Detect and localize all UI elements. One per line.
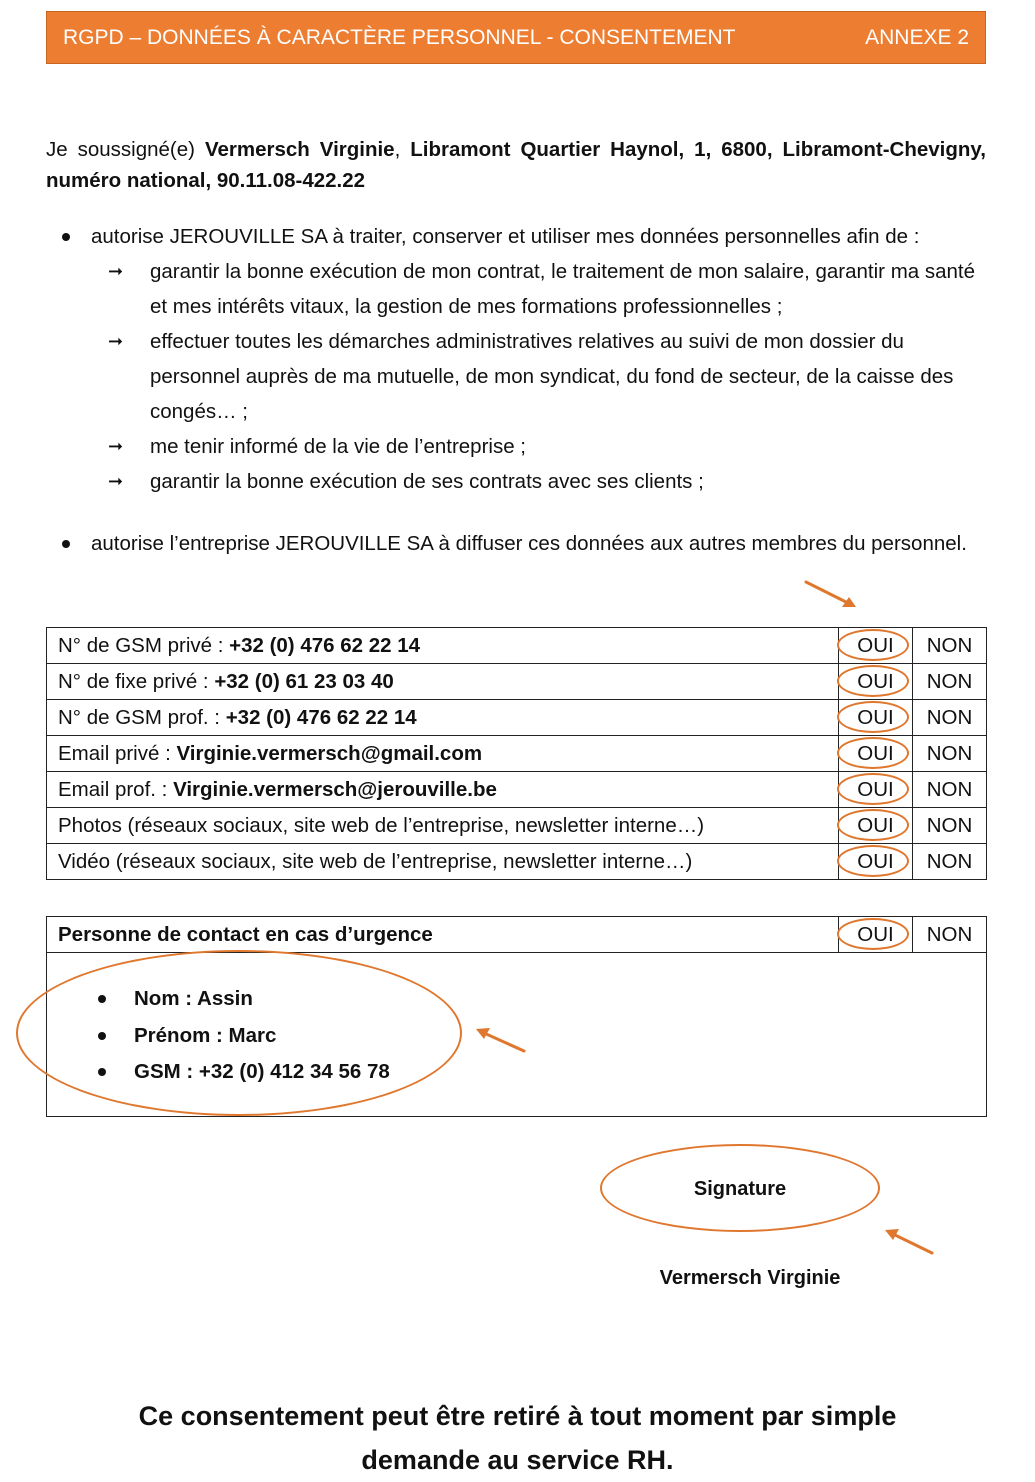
intro-prefix: Je soussigné(e) (46, 138, 205, 161)
contact-last-name: Nom : Assin (134, 987, 253, 1010)
field-label: Email privé : (58, 741, 177, 765)
purpose-text: me tenir informé de la vie de l’entreprise ; (150, 435, 527, 458)
contact-first-name: Prénom : Marc (134, 1023, 277, 1047)
yes-label: OUI (857, 633, 894, 657)
yes-label: OUI (857, 849, 894, 873)
field-label: Email prof. : (58, 777, 174, 801)
purpose-text: garantir la bonne exécution de mon contrat, le traitement de mon salaire, garantir ma santé et mes intérêts vitaux, la gestion de mes formations professionnelles ; (150, 260, 976, 318)
yes-label: OUI (857, 922, 894, 946)
footer-line: Ce consentement peut être retiré à tout moment par simple (138, 1401, 897, 1431)
header-title: RGPD – DONNÉES À CARACTÈRE PERSONNEL - CONSENTEMENT (63, 25, 736, 49)
arrow-right-icon: ➞ (108, 261, 124, 281)
no-label: NON (926, 849, 973, 873)
no-label: NON (926, 705, 973, 729)
signer-name: Vermersch Virginie (659, 1267, 841, 1289)
yes-label: OUI (857, 669, 894, 693)
field-value: +32 (0) 476 62 22 14 (225, 705, 417, 729)
footer-line: demande au service RH. (361, 1445, 674, 1475)
purpose-text: effectuer toutes les démarches administratives relatives au suivi de mon dossier du personnel auprès de ma mutuelle, de mon syndicat, du fond de secteur, de la caisse des congés… ; (150, 330, 954, 423)
authorization-text: autorise JEROUVILLE SA à traiter, conserver et utiliser mes données personnelles afin de : (91, 225, 920, 248)
arrow-annotation-icon (885, 1229, 932, 1253)
no-label: NON (926, 813, 973, 837)
field-label: N° de GSM privé : (58, 633, 230, 657)
intro-comma: , (394, 138, 411, 161)
field-label: Photos (réseaux sociaux, site web de l’entreprise, newsletter interne…) (58, 813, 705, 837)
arrow-annotation-icon (476, 1028, 524, 1051)
arrow-annotation-icon (806, 582, 856, 607)
emergency-title: Personne de contact en cas d’urgence (58, 922, 433, 946)
field-label: N° de GSM prof. : (58, 705, 226, 729)
no-label: NON (926, 922, 973, 946)
signature-label: Signature (693, 1177, 787, 1200)
yes-label: OUI (857, 705, 894, 729)
field-label: Vidéo (réseaux sociaux, site web de l’entreprise, newsletter interne…) (58, 849, 693, 873)
yes-label: OUI (857, 813, 894, 837)
no-label: NON (926, 741, 973, 765)
field-label: N° de fixe privé : (58, 669, 215, 693)
yes-label: OUI (857, 777, 894, 801)
intro-details: Libramont Quartier Haynol, 1, 6800, Libramont-Chevigny, numéro national, 90.11.08-422.22 (46, 138, 986, 192)
footer-notice (40, 1394, 995, 1482)
no-label: NON (926, 633, 973, 657)
intro-name: Vermersch Virginie (204, 138, 395, 161)
field-value: +32 (0) 476 62 22 14 (229, 633, 421, 657)
field-value: +32 (0) 61 23 03 40 (214, 669, 394, 693)
header-annex: ANNEXE 2 (865, 25, 969, 49)
no-label: NON (926, 777, 973, 801)
arrow-right-icon: ➞ (108, 436, 124, 456)
field-value: Virginie.vermersch@gmail.com (176, 741, 483, 765)
no-label: NON (926, 669, 973, 693)
arrow-right-icon: ➞ (108, 331, 124, 351)
purpose-text: garantir la bonne exécution de ses contrats avec ses clients ; (150, 470, 704, 493)
arrow-right-icon: ➞ (108, 471, 124, 491)
authorization-text: autorise l’entreprise JEROUVILLE SA à diffuser ces données aux autres membres du personnel. (91, 532, 967, 555)
field-value: Virginie.vermersch@jerouville.be (173, 777, 497, 801)
yes-label: OUI (857, 741, 894, 765)
contact-phone: GSM : +32 (0) 412 34 56 78 (134, 1060, 390, 1083)
